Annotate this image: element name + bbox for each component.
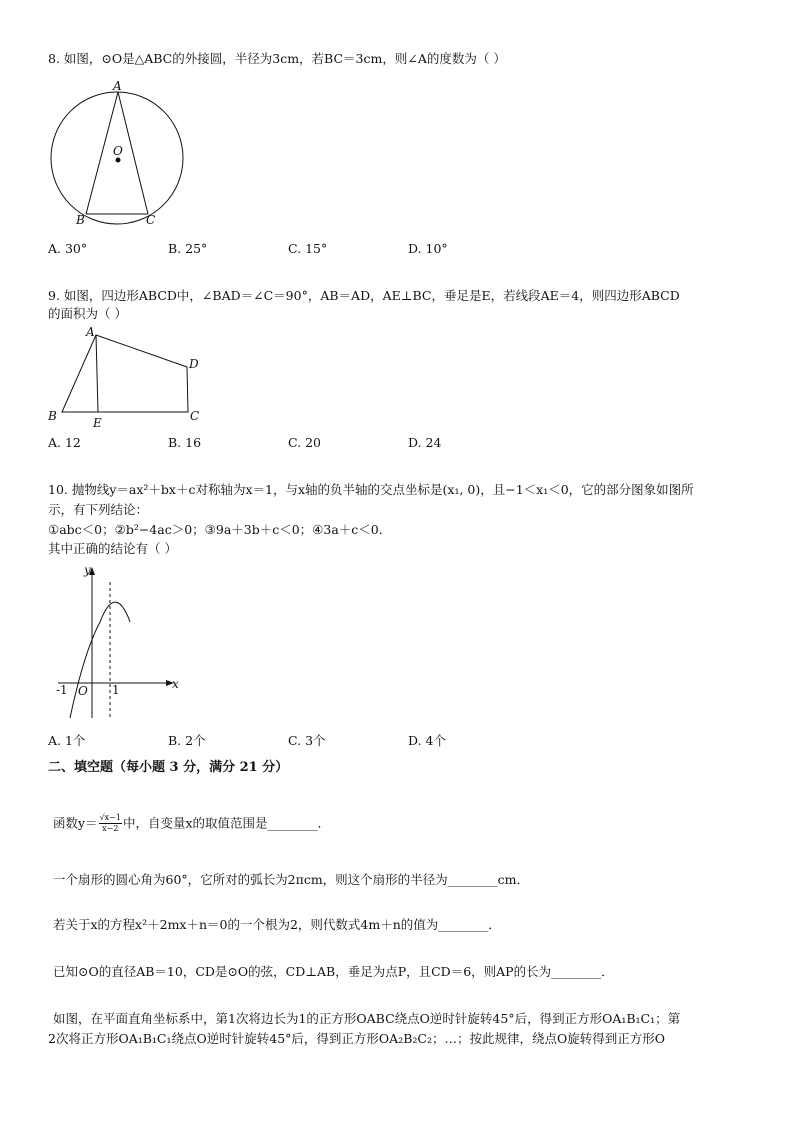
q8-center-dot xyxy=(116,158,121,163)
q9-quadrilateral xyxy=(62,335,188,412)
q10-label-o: O xyxy=(78,684,88,698)
fill-q1-numerator: √x−1 xyxy=(99,813,121,822)
q10-option-a[interactable]: A. 1个 xyxy=(48,733,86,748)
q10-option-d[interactable]: D. 4个 xyxy=(408,733,446,748)
q8-label-c: C xyxy=(146,213,156,227)
q10-stem-line2: 示，有下列结论： xyxy=(48,502,149,517)
fill-q1-pre: 函数y＝ xyxy=(53,815,98,831)
q10-parabola xyxy=(70,602,130,718)
q8-label-o: O xyxy=(113,144,123,158)
section2-title: 二、填空题（每小题 3 分，满分 21 分） xyxy=(48,760,289,775)
fill-q5-line2: 2次将正方形OA₁B₁C₁绕点O逆时针旋转45°后，得到正方形OA₂B₂C₂；…；按此规律，绕点O旋转得到正方形O xyxy=(48,1031,665,1046)
q9-options xyxy=(48,435,648,451)
fill-q4: 已知⊙O的直径AB＝10，CD是⊙O的弦，CD⊥AB，垂足为点P，且CD＝6，则AP的长为________． xyxy=(53,964,614,979)
q8-option-b[interactable]: B. 25° xyxy=(168,241,208,256)
q9-option-a[interactable]: A. 12 xyxy=(48,435,81,450)
q9-stem-line1: 9. 如图，四边形ABCD中，∠BAD＝∠C＝90°，AB＝AD，AE⊥BC，垂足是E，若线段AE＝4，则四边形ABCD xyxy=(48,288,680,303)
fill-q2: 一个扇形的圆心角为60°，它所对的弧长为2πcm，则这个扇形的半径为________cm． xyxy=(53,872,530,887)
q9-figure xyxy=(44,326,214,431)
q10-stem-line4: 其中正确的结论有（ ） xyxy=(48,541,177,556)
q9-label-a: A xyxy=(86,325,95,339)
q10-stem-line3: ①abc＜0；②b²−4ac＞0；③9a＋3b＋c＜0；④3a＋c＜0． xyxy=(48,522,392,537)
fill-q1-denominator: x−2 xyxy=(102,824,119,833)
fill-q1 xyxy=(53,813,330,839)
q10-label-x: x xyxy=(172,677,179,691)
q9-option-b[interactable]: B. 16 xyxy=(168,435,202,450)
q9-label-e: E xyxy=(93,416,102,430)
q10-options xyxy=(48,733,648,749)
q10-option-b[interactable]: B. 2个 xyxy=(168,733,206,748)
q10-label-one: 1 xyxy=(112,683,120,697)
q9-option-d[interactable]: D. 24 xyxy=(408,435,442,450)
q9-altitude-ae xyxy=(96,335,98,412)
q8-figure xyxy=(40,78,200,233)
fill-q5-line1: 如图，在平面直角坐标系中，第1次将边长为1的正方形OABC绕点O逆时针旋转45°后，得到正方形OA₁B₁C₁；第 xyxy=(53,1011,681,1026)
q8-stem: 8. 如图，⊙O是△ABC的外接圆，半径为3cm，若BC＝3cm，则∠A的度数为（ ） xyxy=(48,51,506,66)
q8-option-d[interactable]: D. 10° xyxy=(408,241,448,256)
fill-q3: 若关于x的方程x²＋2mx＋n＝0的一个根为2，则代数式4m＋n的值为________． xyxy=(53,917,501,932)
q10-option-c[interactable]: C. 3个 xyxy=(288,733,326,748)
q10-label-y: y xyxy=(84,563,91,577)
q10-figure xyxy=(50,562,190,722)
q8-options xyxy=(48,241,648,257)
fill-q1-post: 中，自变量x的取值范围是________． xyxy=(122,815,331,831)
q10-stem-line1: 10. 抛物线y＝ax²＋bx＋c对称轴为x＝1，与x轴的负半轴的交点坐标是(x₁, 0)，且−1＜x₁＜0，它的部分图象如图所 xyxy=(48,482,694,497)
q9-label-d: D xyxy=(189,357,199,371)
q8-option-a[interactable]: A. 30° xyxy=(48,241,88,256)
q8-option-c[interactable]: C. 15° xyxy=(288,241,328,256)
q8-label-a: A xyxy=(113,79,122,93)
q8-label-b: B xyxy=(76,213,85,227)
fill-q1-fraction xyxy=(99,813,122,834)
q9-option-c[interactable]: C. 20 xyxy=(288,435,321,450)
q9-label-c: C xyxy=(190,409,200,423)
q10-label-neg1: -1 xyxy=(56,683,68,697)
q9-stem-line2: 的面积为（ ） xyxy=(48,306,127,321)
q9-label-b: B xyxy=(48,409,57,423)
